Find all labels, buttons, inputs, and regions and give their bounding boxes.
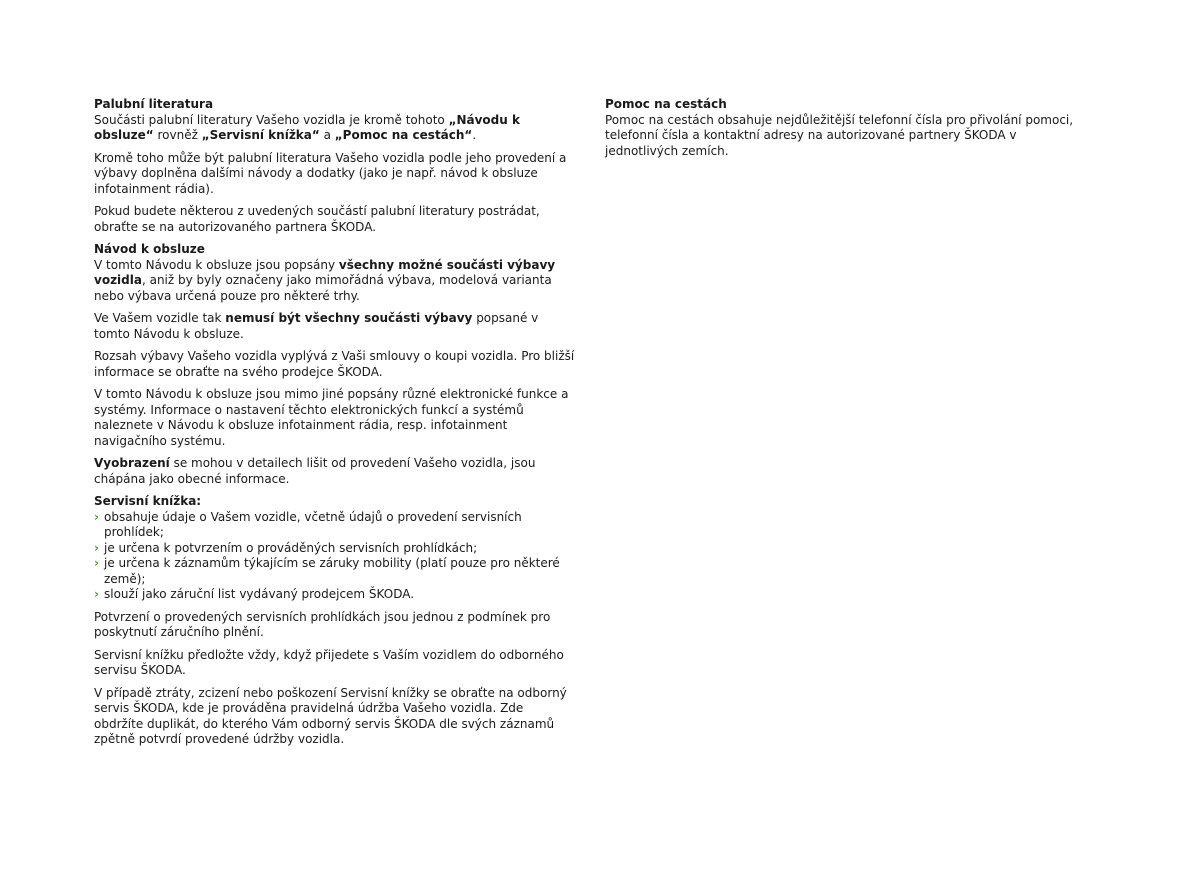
heading-navod-k-obsluze: Návod k obsluze — [94, 242, 205, 256]
list-item — [94, 587, 576, 603]
heading-servisni-knizka: Servisní knížka: — [94, 494, 202, 508]
pomoc-paragraph-1: Pomoc na cestách obsahuje nejdůležitější telefonní čísla pro přivolání pomoci, telefonní čísla a kontaktní adresy na autorizované partnery ŠKODA v jednotlivých zemích. — [605, 112, 1074, 158]
navod-paragraph-5 — [94, 456, 576, 487]
navod-paragraph-1 — [94, 258, 576, 305]
navod-paragraph-3: Rozsah výbavy Vašeho vozidla vyplývá z Vaši smlouvy o koupi vozidla. Pro bližší informace se obraťte na svého prodejce ŠKODA. — [94, 349, 575, 379]
text-run: , aniž by byly označeny jako mimořádná výbava, modelová varianta nebo výbava určená pouze pro některé trhy. — [94, 273, 552, 303]
servisni-bullet-list — [94, 510, 576, 603]
navod-paragraph-2 — [94, 311, 576, 342]
left-column — [94, 97, 576, 755]
bold-run: „Návodu k obsluze“ — [94, 112, 520, 142]
palubni-paragraph-2: Kromě toho může být palubní literatura Vašeho vozidla podle jeho provedení a výbavy doplněna dalšími návody a dodatky (jako je např. návod k obsluze infotainment rádia). — [94, 150, 567, 196]
palubni-paragraph-3: Pokud budete některou z uvedených součástí palubní literatury postrádat, obraťte se na autorizovaného partnera ŠKODA. — [94, 204, 540, 234]
palubni-paragraph-1 — [94, 113, 576, 144]
bold-run: všechny možné součásti výbavy vozidla — [94, 257, 556, 287]
chevron-right-icon: › — [94, 556, 99, 570]
text-run: popsané v tomto Návodu k obsluze. — [94, 311, 539, 341]
bold-run: „Pomoc na cestách“ — [334, 128, 473, 142]
servisni-paragraph-2: Servisní knížku předložte vždy, když přijedete s Vaším vozidlem do odborného servisu ŠKODA. — [94, 647, 564, 677]
chevron-right-icon: › — [94, 540, 99, 555]
list-item-text: obsahuje údaje o Vašem vozidle, včetně údajů o provedení servisních prohlídek; — [104, 509, 522, 539]
text-run: V tomto Návodu k obsluze jsou popsány — [94, 257, 339, 272]
text-run: . — [472, 128, 477, 142]
bold-run: Vyobrazení — [94, 456, 170, 470]
heading-pomoc-na-cestach: Pomoc na cestách — [605, 97, 727, 111]
bold-run: „Servisní knížka“ — [201, 128, 320, 142]
text-run: Ve Vašem vozidle tak — [94, 311, 226, 325]
right-column — [605, 97, 1085, 166]
text-run: a — [319, 128, 335, 142]
text-run: rovněž — [153, 128, 202, 142]
section-palubni-literatura — [94, 97, 576, 235]
section-pomoc-na-cestach — [605, 97, 1085, 159]
servisni-paragraph-1: Potvrzení o provedených servisních prohlídkách jsou jednou z podmínek pro poskytnutí záručního plnění. — [94, 609, 551, 639]
section-navod-k-obsluze — [94, 242, 576, 487]
heading-palubni-literatura: Palubní literatura — [94, 97, 214, 111]
bold-run: nemusí být všechny součásti výbavy — [225, 311, 473, 325]
chevron-right-icon: › — [94, 587, 99, 601]
servisni-paragraph-3: V případě ztráty, zcizení nebo poškození Servisní knížky se obraťte na odborný servis ŠKODA, kde je prováděna pravidelná údržba Vašeho vozidla. Zde obdržíte duplikát, do kterého Vám odborný servis ŠKODA dle svých záznamů zpětně potvrdí provedené údržby vozidla. — [94, 685, 567, 746]
list-item — [94, 510, 576, 541]
navod-paragraph-4: V tomto Návodu k obsluze jsou mimo jiné popsány různé elektronické funkce a systémy. Informace o nastavení těchto elektronických funkcí a systémů naleznete v Návodu k obsluze infotainment rádia, resp. infotainment navigačního systému. — [94, 387, 569, 448]
list-item-text: je určena k potvrzením o prováděných servisních prohlídkách; — [104, 540, 478, 555]
list-item-text: je určena k záznamům týkajícím se záruky mobility (platí pouze pro některé země); — [104, 556, 560, 586]
list-item — [94, 541, 576, 557]
list-item — [94, 556, 576, 587]
list-item-text: slouží jako záruční list vydávaný prodejcem ŠKODA. — [104, 587, 415, 601]
text-run: Součásti palubní literatury Vašeho vozidla je kromě tohoto — [94, 112, 449, 127]
chevron-right-icon: › — [94, 509, 99, 524]
text-run: se mohou v detailech lišit od provedení Vašeho vozidla, jsou chápána jako obecné informace. — [94, 456, 536, 486]
section-servisni-knizka — [94, 494, 576, 748]
